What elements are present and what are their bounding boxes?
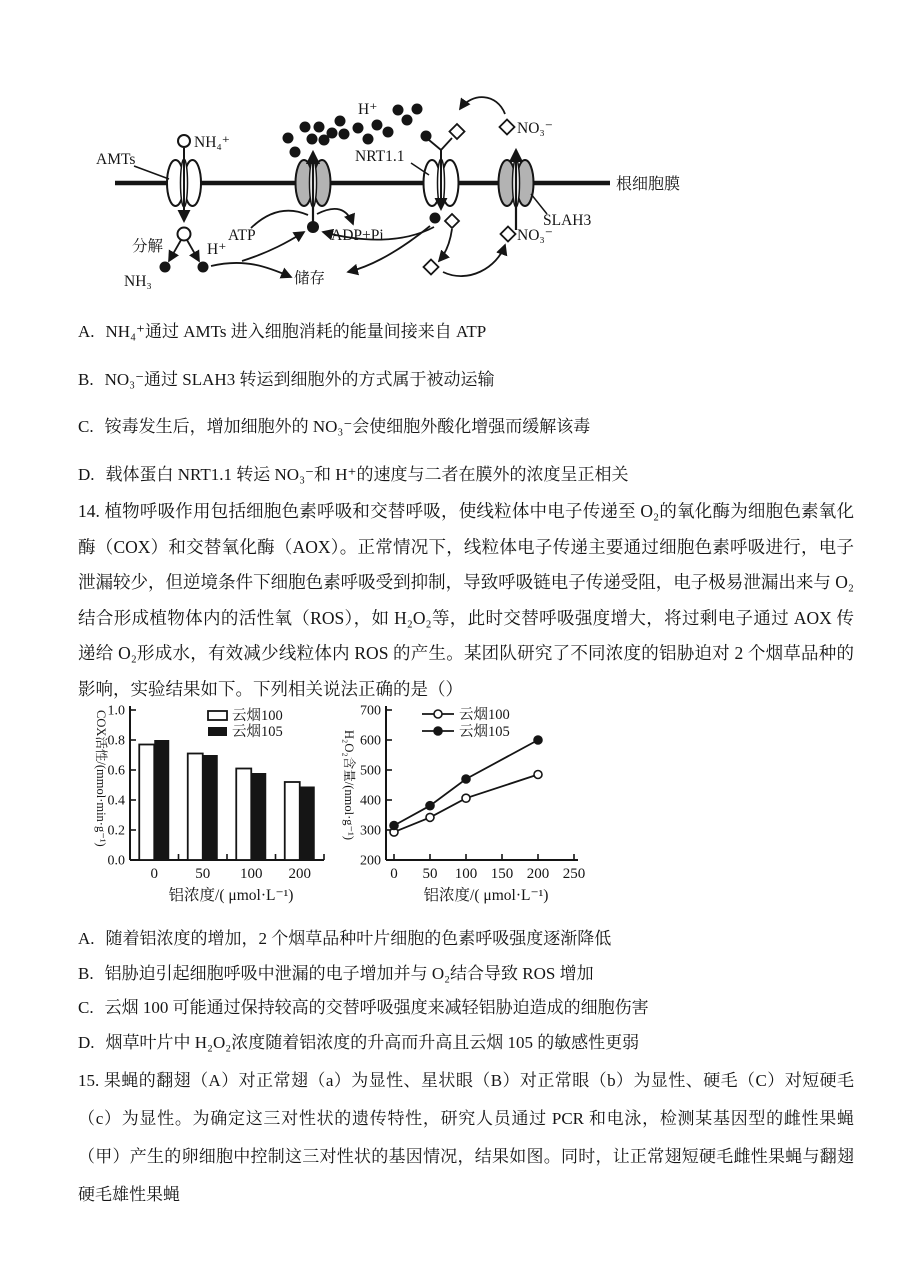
svg-text:100: 100	[454, 866, 478, 882]
svg-text:0: 0	[390, 866, 398, 882]
option-d-text: 载体蛋白 NRT1.1 转运 NO₃⁻和 H⁺的速度与二者在膜外的浓度呈正相关	[105, 464, 629, 484]
h-plus-dot-inside	[198, 262, 209, 273]
q14-option-d-text: 烟草叶片中 H₂O₂浓度随着铝浓度的升高而升高且云烟 105 的敏感性更弱	[105, 1032, 640, 1052]
svg-text:250: 250	[562, 866, 586, 882]
nrt1-intake-left	[429, 140, 441, 150]
svg-text:100: 100	[240, 866, 263, 882]
q14-option-b	[78, 957, 649, 992]
svg-text:0.4: 0.4	[107, 793, 125, 809]
q14-option-a-letter: A.	[78, 929, 95, 948]
svg-text:700: 700	[360, 703, 381, 719]
svg-text:铝浓度/( μmol·L⁻¹): 铝浓度/( μmol·L⁻¹)	[168, 887, 294, 904]
svg-text:云烟105: 云烟105	[459, 724, 510, 740]
no3-to-store-diamond-arrow	[439, 229, 452, 261]
nitrate-diamond-below-nrt1	[445, 214, 459, 228]
store-label: 储存	[294, 270, 326, 287]
nh3-molecule-dot	[160, 262, 171, 273]
slah3-pointer-line	[531, 194, 547, 214]
option-d-letter: D.	[78, 464, 95, 484]
no3-recycle-arc	[460, 97, 505, 114]
question-14-options	[78, 922, 649, 1060]
nitrate-diamond-stored	[424, 260, 439, 275]
decompose-right-arrow	[187, 240, 199, 261]
h-plus-dot-below-nrt1	[430, 213, 441, 224]
cox-activity-bar-chart	[80, 698, 332, 918]
q14-option-c-letter: C.	[78, 998, 94, 1017]
h-plus-left-label: H⁺	[207, 241, 227, 258]
h-plus-top-label: H⁺	[358, 101, 378, 118]
option-a-letter: A.	[78, 322, 95, 341]
svg-text:0.8: 0.8	[107, 733, 125, 749]
pump-h-plus-dot	[307, 221, 319, 233]
membrane-transport-diagram	[90, 70, 705, 298]
svg-text:0.0: 0.0	[107, 853, 125, 869]
q14-option-b-letter: B.	[78, 963, 94, 983]
amts-pointer-line	[134, 166, 169, 179]
svg-text:50: 50	[422, 866, 438, 882]
nrt1-label: NRT1.1	[355, 148, 405, 165]
svg-text:600: 600	[360, 733, 381, 749]
svg-text:0.2: 0.2	[107, 823, 125, 839]
no3-top-label: NO₃⁻	[517, 120, 553, 137]
no3-to-slah3-arc	[443, 245, 505, 276]
option-a	[78, 308, 628, 356]
svg-text:400: 400	[360, 793, 381, 809]
q14-option-a	[78, 922, 649, 957]
nh4-label: NH₄⁺	[194, 134, 230, 151]
option-b-text: NO₃⁻通过 SLAH3 转运到细胞外的方式属于被动运输	[104, 369, 495, 389]
option-c	[78, 403, 628, 451]
nh3-label: NH₃	[124, 273, 152, 290]
decompose-left-arrow	[169, 240, 181, 261]
svg-text:200: 200	[288, 866, 311, 882]
q14-option-a-text: 随着铝浓度的增加，2 个烟草品种叶片细胞的色素呼吸强度逐渐降低	[105, 929, 612, 948]
svg-text:300: 300	[360, 823, 381, 839]
atp-arc	[251, 211, 308, 228]
svg-text:铝浓度/( μmol·L⁻¹): 铝浓度/( μmol·L⁻¹)	[423, 887, 549, 904]
svg-text:1.0: 1.0	[107, 703, 125, 719]
q14-option-b-text: 铝胁迫引起细胞呼吸中泄漏的电子增加并与 O₂结合导致 ROS 增加	[104, 963, 594, 983]
decompose-label: 分解	[132, 238, 164, 255]
svg-text:云烟100: 云烟100	[459, 707, 510, 723]
question-14-stem: 14. 植物呼吸作用包括细胞色素呼吸和交替呼吸，使线粒体中电子传递至 O₂的氧化酶为细胞色素氧化酶（COX）和交替氧化酶（AOX）。正常情况下，线粒体电子传递主要通过细胞色素呼吸进行，电子泄漏较少，但逆境条件下细胞色素呼吸受到抑制，导致呼吸链电子传递受阻，电子极易泄漏出来与 O₂结合形成植物体内的活性氧（ROS），如 H₂O₂等，此时交替呼吸强度增大，将过剩电子通过 AOX 传递给 O₂形成水，有效减少线粒体内 ROS 的产生。某团队研究了不同浓度的铝胁迫对 2 个烟草品种的影响，实验结果如下。下列相关说法正确的是（）	[78, 501, 854, 699]
nitrate-diamond-above-nrt1	[450, 124, 465, 139]
svg-text:0: 0	[150, 866, 158, 882]
adp-arc-arrow	[317, 209, 353, 224]
svg-text:200: 200	[526, 866, 550, 882]
q14-option-d	[78, 1026, 649, 1061]
option-b	[78, 356, 628, 404]
option-a-text: NH₄⁺通过 AMTs 进入细胞消耗的能量间接来自 ATP	[105, 322, 487, 341]
svg-text:150: 150	[490, 866, 514, 882]
question-15-stem: 15. 果蝇的翻翅（A）对正常翅（a）为显性、星状眼（B）对正常眼（b）为显性、硬毛（C）对短硬毛（c）为显性。为确定这三对性状的遗传特性，研究人员通过 PCR 和电泳，检测某基因型的雌性果蝇（甲）产生的卵细胞中控制这三对性状的基因情况，结果如图。同时，让正常翅短硬毛雌性果蝇与翻翅硬毛雄性果蝇	[78, 1071, 854, 1204]
option-b-letter: B.	[78, 369, 94, 389]
ammonium-ion-outside	[178, 135, 190, 147]
svg-text:COX活性/(mmol·min·g⁻¹): COX活性/(mmol·min·g⁻¹)	[94, 710, 108, 847]
nitrate-diamond-outside	[500, 120, 515, 135]
svg-text:0.6: 0.6	[107, 763, 125, 779]
slah3-label: SLAH3	[543, 212, 592, 229]
nrt1-intake-right	[441, 138, 452, 150]
svg-text:500: 500	[360, 763, 381, 779]
h2o2-content-line-chart	[328, 698, 590, 918]
no3-bottom-label: NO₃⁻	[517, 227, 553, 244]
option-c-letter: C.	[78, 417, 94, 436]
svg-text:云烟105: 云烟105	[232, 724, 283, 740]
option-c-text: 铵毒发生后，增加细胞外的 NO₃⁻会使细胞外酸化增强而缓解该毒	[104, 417, 591, 436]
nitrate-diamond-below-slah3	[501, 227, 516, 242]
amts-label: AMTs	[96, 151, 136, 168]
adp-label: ADP+Pi	[331, 227, 384, 244]
svg-text:200: 200	[360, 853, 381, 869]
atp-label: ATP	[228, 227, 256, 244]
option-d	[78, 451, 628, 499]
svg-text:50: 50	[195, 866, 211, 882]
q14-option-c-text: 云烟 100 可能通过保持较高的交替呼吸强度来减轻铝胁迫造成的细胞伤害	[104, 998, 649, 1017]
h-to-storage-arrow	[211, 263, 291, 277]
q14-option-c	[78, 991, 649, 1026]
ammonium-ion-inside	[178, 228, 191, 241]
q14-option-d-letter: D.	[78, 1032, 95, 1052]
options-block-1	[78, 308, 628, 498]
membrane-label: 根细胞膜	[616, 176, 681, 193]
svg-text:H₂O₂含量/(nmol·g⁻¹): H₂O₂含量/(nmol·g⁻¹)	[342, 730, 356, 841]
svg-text:云烟100: 云烟100	[232, 708, 283, 724]
